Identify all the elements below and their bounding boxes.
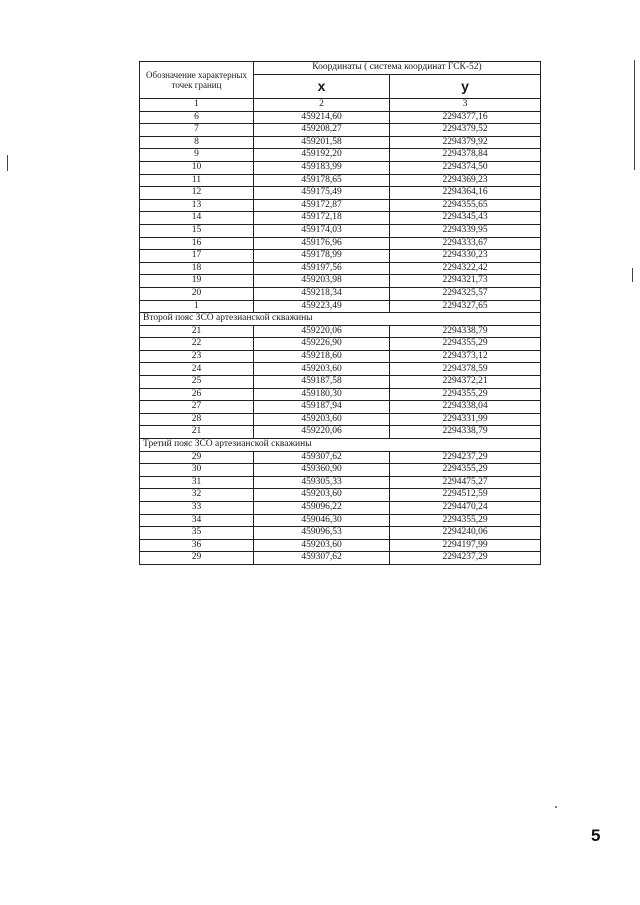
scan-mark-right-mid [632,268,633,282]
table-row [140,451,541,464]
point-cell: 13 [140,199,254,212]
table-row [140,237,541,250]
table-row [140,514,541,527]
y-coordinate-cell: 2294338,79 [390,426,541,439]
point-cell: 28 [140,413,254,426]
x-coordinate-cell: 459220,06 [254,426,390,439]
table-row [140,502,541,515]
point-cell: 27 [140,401,254,414]
table-row [140,527,541,540]
x-coordinate-cell: 459307,62 [254,451,390,464]
y-axis-header: у [390,74,541,98]
y-coordinate-cell: 2294237,29 [390,552,541,565]
point-designation-header: Обозначение характерных точек границ [140,62,254,99]
x-coordinate-cell: 459096,53 [254,527,390,540]
point-cell: 21 [140,426,254,439]
table-row [140,552,541,565]
x-coordinate-cell: 459176,96 [254,237,390,250]
x-coordinate-cell: 459187,94 [254,401,390,414]
x-coordinate-cell: 459187,58 [254,376,390,389]
column-number-1: 1 [140,99,254,112]
point-cell: 15 [140,224,254,237]
point-cell: 11 [140,174,254,187]
y-coordinate-cell: 2294355,29 [390,514,541,527]
point-cell: 32 [140,489,254,502]
x-coordinate-cell: 459192,20 [254,149,390,162]
point-cell: 8 [140,136,254,149]
y-coordinate-cell: 2294512,59 [390,489,541,502]
point-cell: 18 [140,262,254,275]
y-coordinate-cell: 2294470,24 [390,502,541,515]
point-cell: 35 [140,527,254,540]
table-row [140,464,541,477]
y-coordinate-cell: 2294355,29 [390,464,541,477]
point-cell: 36 [140,539,254,552]
table-row [140,539,541,552]
point-cell: 12 [140,187,254,200]
point-cell: 9 [140,149,254,162]
x-coordinate-cell: 459223,49 [254,300,390,313]
x-coordinate-cell: 459203,98 [254,275,390,288]
x-coordinate-cell: 459172,18 [254,212,390,225]
y-coordinate-cell: 2294378,84 [390,149,541,162]
point-cell: 22 [140,338,254,351]
point-cell: 33 [140,502,254,515]
x-coordinate-cell: 459208,27 [254,124,390,137]
table-row [140,199,541,212]
x-coordinate-cell: 459178,65 [254,174,390,187]
table-row [140,338,541,351]
point-cell: 6 [140,111,254,124]
table-row [140,325,541,338]
y-coordinate-cell: 2294355,29 [390,388,541,401]
x-coordinate-cell: 459174,03 [254,224,390,237]
x-coordinate-cell: 459046,30 [254,514,390,527]
table-row [140,262,541,275]
y-coordinate-cell: 2294330,23 [390,250,541,263]
x-coordinate-cell: 459360,90 [254,464,390,477]
y-coordinate-cell: 2294327,65 [390,300,541,313]
table-row [140,489,541,502]
point-cell: 20 [140,287,254,300]
table-row [140,401,541,414]
table-row [140,174,541,187]
point-cell: 16 [140,237,254,250]
x-coordinate-cell: 459175,49 [254,187,390,200]
point-cell: 29 [140,552,254,565]
y-coordinate-cell: 2294373,12 [390,350,541,363]
table-body [140,111,541,564]
table-row [140,111,541,124]
x-coordinate-cell: 459203,60 [254,413,390,426]
section-label: Второй пояс ЗСО артезианской скважины [140,313,541,326]
y-coordinate-cell: 2294197,99 [390,539,541,552]
point-cell: 24 [140,363,254,376]
page-number: 5 [591,826,601,845]
table-row [140,388,541,401]
point-cell: 25 [140,376,254,389]
y-coordinate-cell: 2294338,79 [390,325,541,338]
column-number-2: 2 [254,99,390,112]
y-coordinate-cell: 2294339,95 [390,224,541,237]
table-row [140,212,541,225]
x-coordinate-cell: 459203,60 [254,539,390,552]
y-coordinate-cell: 2294364,16 [390,187,541,200]
y-coordinate-cell: 2294374,50 [390,161,541,174]
table-row [140,149,541,162]
point-cell: 17 [140,250,254,263]
table-row [140,476,541,489]
table-row [140,136,541,149]
point-cell: 30 [140,464,254,477]
point-cell: 19 [140,275,254,288]
point-cell: 26 [140,388,254,401]
y-coordinate-cell: 2294333,67 [390,237,541,250]
y-coordinate-cell: 2294322,42 [390,262,541,275]
x-coordinate-cell: 459305,33 [254,476,390,489]
point-cell: 31 [140,476,254,489]
point-cell: 23 [140,350,254,363]
y-coordinate-cell: 2294372,21 [390,376,541,389]
y-coordinate-cell: 2294321,73 [390,275,541,288]
table-row [140,363,541,376]
y-coordinate-cell: 2294369,23 [390,174,541,187]
x-coordinate-cell: 459218,60 [254,350,390,363]
y-coordinate-cell: 2294355,29 [390,338,541,351]
table-row [140,224,541,237]
point-cell: 14 [140,212,254,225]
x-coordinate-cell: 459096,22 [254,502,390,515]
y-coordinate-cell: 2294475,27 [390,476,541,489]
y-coordinate-cell: 2294377,16 [390,111,541,124]
y-coordinate-cell: 2294240,06 [390,527,541,540]
table-row [140,124,541,137]
table-row [140,376,541,389]
scan-mark-right-top [634,60,635,170]
point-cell: 1 [140,300,254,313]
section-row [140,439,541,452]
point-cell: 10 [140,161,254,174]
table-row [140,413,541,426]
scan-dot [555,806,557,808]
table-row [140,187,541,200]
y-coordinate-cell: 2294331,99 [390,413,541,426]
point-cell: 21 [140,325,254,338]
y-coordinate-cell: 2294379,92 [390,136,541,149]
x-axis-header: x [254,74,390,98]
table-row [140,161,541,174]
x-coordinate-cell: 459214,60 [254,111,390,124]
y-coordinate-cell: 2294345,43 [390,212,541,225]
x-coordinate-cell: 459220,06 [254,325,390,338]
x-coordinate-cell: 459203,60 [254,489,390,502]
point-cell: 34 [140,514,254,527]
column-number-3: 3 [390,99,541,112]
column-number-row [140,99,541,112]
coordinate-system-header: Координаты ( система координат ГСК-52) [254,62,541,75]
coordinates-table [139,61,541,565]
table-row [140,426,541,439]
point-cell: 7 [140,124,254,137]
x-coordinate-cell: 459172,87 [254,199,390,212]
y-coordinate-cell: 2294355,65 [390,199,541,212]
table-row [140,275,541,288]
x-coordinate-cell: 459307,62 [254,552,390,565]
y-coordinate-cell: 2294237,29 [390,451,541,464]
y-coordinate-cell: 2294378,59 [390,363,541,376]
x-coordinate-cell: 459218,34 [254,287,390,300]
scan-mark-left [7,155,8,171]
x-coordinate-cell: 459183,99 [254,161,390,174]
point-cell: 29 [140,451,254,464]
y-coordinate-cell: 2294379,52 [390,124,541,137]
x-coordinate-cell: 459180,30 [254,388,390,401]
table-row [140,287,541,300]
x-coordinate-cell: 459203,60 [254,363,390,376]
y-coordinate-cell: 2294325,57 [390,287,541,300]
x-coordinate-cell: 459201,58 [254,136,390,149]
section-label: Третий пояс ЗСО артезианской скважины [140,439,541,452]
x-coordinate-cell: 459197,56 [254,262,390,275]
x-coordinate-cell: 459226,90 [254,338,390,351]
y-coordinate-cell: 2294338,04 [390,401,541,414]
table-row [140,350,541,363]
header-row [140,62,541,75]
table-row [140,250,541,263]
section-row [140,313,541,326]
x-coordinate-cell: 459178,99 [254,250,390,263]
table-row [140,300,541,313]
